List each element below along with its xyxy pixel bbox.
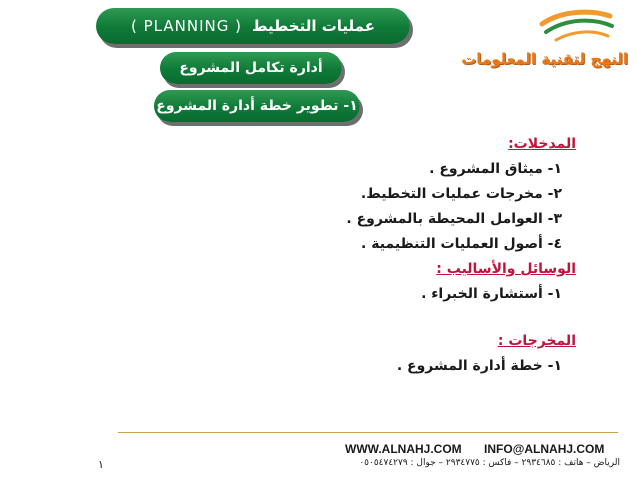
spacer xyxy=(346,307,576,329)
footer-website: WWW.ALNAHJ.COM xyxy=(345,442,462,456)
page-number: ١ xyxy=(98,458,104,471)
list-item: ٢- مخرجات عمليات التخطيط. xyxy=(360,186,562,202)
main-content xyxy=(346,132,576,379)
subtitle-text: أدارة تكامل المشروع xyxy=(179,60,323,76)
list-item: ١- ميثاق المشروع . xyxy=(429,161,562,177)
inputs-heading: المدخلات: xyxy=(508,136,576,152)
section-banner xyxy=(154,90,360,122)
list-item: ٣- العوامل المحيطة بالمشروع . xyxy=(346,211,562,227)
list-item: ١- خطة أدارة المشروع . xyxy=(396,358,562,374)
logo-text: النهج لتقنية المعلومات xyxy=(461,50,628,68)
list-item: ٤- أصول العمليات التنظيمية . xyxy=(361,236,562,252)
section-text: ١- تطوير خطة أدارة المشروع xyxy=(156,98,358,114)
footer-divider xyxy=(118,432,618,433)
outputs-heading: المخرجات : xyxy=(497,333,576,349)
title-latin: ( PLANNING ) xyxy=(131,17,242,35)
footer-contact: الرياض – هاتف : ٢٩٣٤٦٨٥ – فاكس : ٢٩٣٤٧٧٥ – جوال : ٠٥٠٥٤٧٤٢٧٩ xyxy=(359,458,620,468)
logo-swoosh-icon xyxy=(512,6,632,56)
subtitle-banner xyxy=(160,52,342,84)
list-item: ١- أستشارة الخبراء . xyxy=(421,286,562,302)
tools-heading: الوسائل والأساليب : xyxy=(436,261,576,277)
title-banner xyxy=(96,8,410,44)
footer-email: INFO@ALNAHJ.COM xyxy=(484,442,605,456)
title-arabic: عمليات التخطيط xyxy=(251,17,375,35)
company-logo xyxy=(461,6,632,96)
